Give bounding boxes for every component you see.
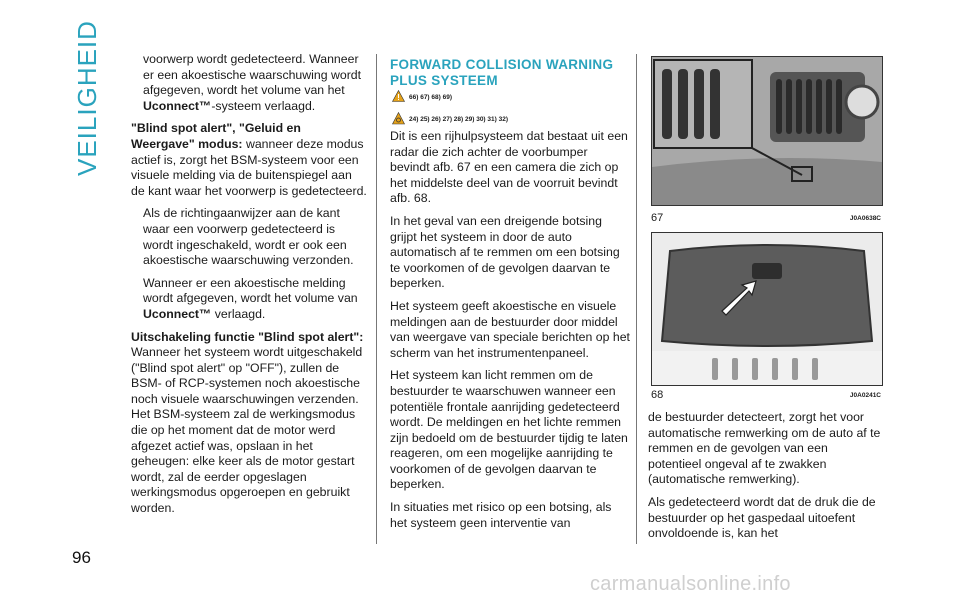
paragraph: In het geval van een dreigende botsing grijpt het systeem in door de auto automatisch af te remmen om een botsing te voorkomen of de gevolgen daarvan te beperken.: [390, 213, 620, 291]
paragraph: de bestuurder detecteert, zorgt het voor automatische remwerking om de auto af te remmen en de gevolgen van een potentieel ongeval af te zwakken (automatische remwerking).: [648, 410, 881, 487]
paragraph: Het systeem kan licht remmen om de bestuurder te waarschuwen wanneer een potentiële frontale aanrijding gedetecteerd wordt. De meldingen en het lichte remmen zijn bedoeld om de bestuurder tijdig te laten reageren, om een mogelijke aanrijding te voorkomen of de gevolgen daarvan te beperken.: [390, 368, 628, 492]
paragraph: Uitschakeling functie "Blind spot alert": Wanneer het systeem wordt uitgeschakeld ("Blind spot alert" op "OFF"), zullen de BSM- of RCP-systemen noch akoestische noch visuele waarschuwingen verzenden. Het BSM-systeem zal de werkingsmodus die op het moment dat de motor werd afgezet actief was, opslaan in het geheugen: elke keer als de motor gestart wordt, zal de eerder opgeslagen werkingsmodus opgeroepen en gebruikt worden.: [131, 329, 364, 516]
text-column-1: [131, 52, 367, 524]
warning-triangle-icon: [392, 90, 405, 102]
paragraph: "Blind spot alert", "Geluid en Weergave" modus: wanneer deze modus actief is, zorgt het BSM-systeem voor een visuele melding via de buitenspiegel aan de kant waar het voorwerp is gedetecteerd.: [131, 121, 367, 198]
section-tab: [64, 20, 104, 180]
column-divider-2: [636, 54, 637, 544]
paragraph: Als gedetecteerd wordt dat de druk die de bestuurder op het gaspedaal uitoefent onvoldoende is, kan het: [648, 494, 876, 541]
figure-67-code: J0A0638C: [849, 215, 881, 222]
paragraph: In situaties met risico op een botsing, als het systeem geen interventie van: [390, 500, 612, 530]
warning-refs: 66) 67) 68) 69): [409, 94, 452, 101]
paragraph: Wanneer er een akoestische melding wordt afgegeven, wordt het volume van Uconnect™ verlaagd.: [143, 275, 358, 321]
section-tab-label: VEILIGHEID: [72, 20, 102, 176]
figure-67-image: [651, 56, 883, 206]
caution-icon: [392, 112, 405, 125]
paragraph: voorwerp wordt gedetecteerd. Wanneer er een akoestische waarschuwing wordt afgegeven, wordt het volume van het Uconnect™-systeem verlaagd.: [143, 52, 362, 113]
column-divider-1: [376, 54, 377, 544]
figure-67-number: 67: [651, 212, 664, 224]
figure-68-number: 68: [651, 389, 664, 401]
text-column-3: [648, 410, 883, 549]
figure-68-code: J0A0241C: [849, 392, 881, 399]
caution-refs: 24) 25) 26) 27) 28) 29) 30) 31) 32): [409, 116, 508, 123]
windshield-photo: [652, 233, 882, 385]
paragraph: Het systeem geeft akoestische en visuele meldingen aan de bestuurder door middel van weergave van speciale berichten op het scherm van het instrumentenpaneel.: [390, 298, 630, 360]
page-number: 96: [72, 548, 91, 567]
watermark: carmanualsonline.info: [590, 573, 791, 595]
figure-68-image: [651, 232, 883, 386]
section-title: FORWARD COLLISION WARNING PLUS SYSTEEM: [390, 57, 614, 88]
front-bumper-photo: [652, 57, 882, 205]
text-column-2: [390, 129, 630, 538]
paragraph: Als de richtingaanwijzer aan de kant waar een voorwerp gedetecteerd is wordt ingeschakeld, wordt er ook een akoestische waarschuwing verzonden.: [143, 206, 354, 268]
paragraph: Dit is een rijhulpsysteem dat bestaat uit een radar die zich achter de voorbumper bevindt afb. 67 en een camera die zich op het middelste deel van de voorruit bevindt afb. 68.: [390, 129, 628, 206]
